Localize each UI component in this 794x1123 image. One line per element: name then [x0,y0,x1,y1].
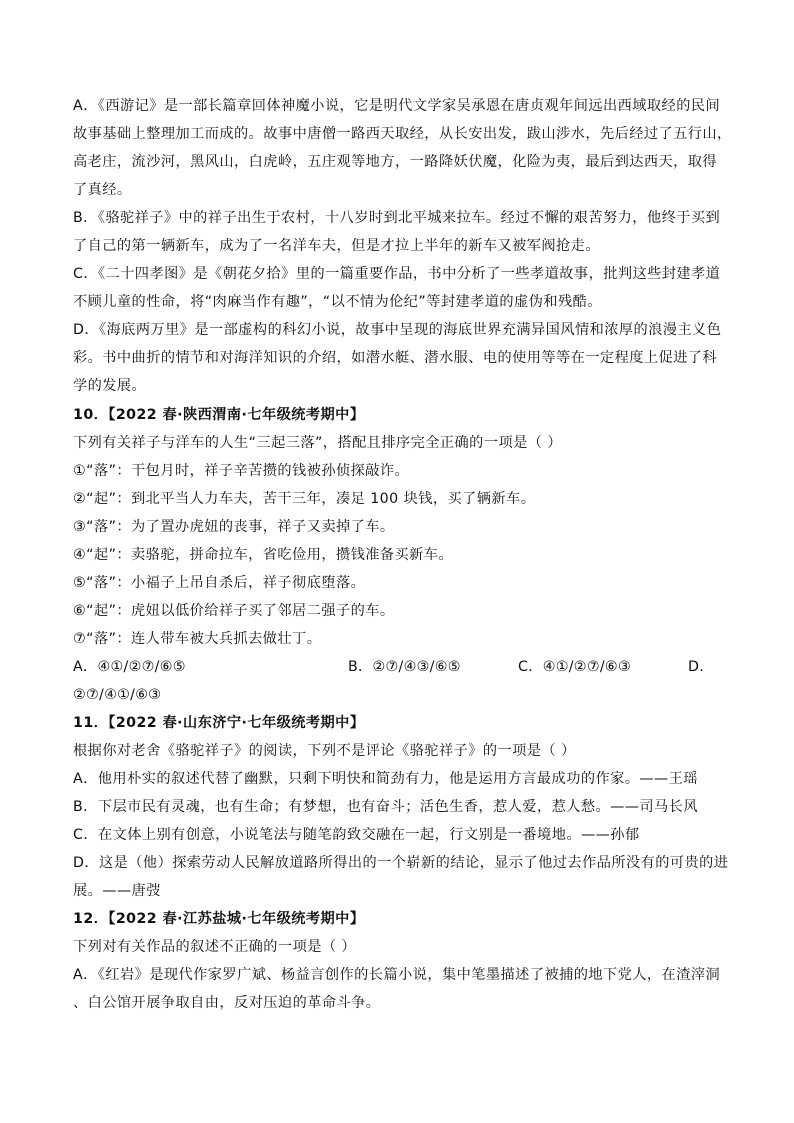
option-d-line-3: 学的发展。 [73,378,147,394]
question-10-item: ①“落”：干包月时，祥子辛苦攒的钱被孙侦探敲诈。 [73,463,410,479]
question-12-stem: 下列对有关作品的叙述不正确的一项是（ ） [73,939,357,955]
option-a-line-4: 了真经。 [73,182,132,198]
question-10-item: ⑤“落”：小福子上吊自杀后，祥子彻底堕落。 [73,575,366,591]
option-c-line-2: 不顾儿童的性命，将“肉麻当作有趣”，“以不情为伦纪”等封建孝道的虚伪和残酷。 [73,294,602,310]
option-d-line-1: D．《海底两万里》是一部虚构的科幻小说，故事中呈现的海底世界充满异国风情和浓厚的浪漫主义色 [73,322,722,338]
question-11-stem: 根据你对老舍《骆驼祥子》的阅读，下列不是评论《骆驼祥子》的一项是（ ） [73,743,576,759]
question-11-option-c: C．在文体上别有创意，小说笔法与随笔韵致交融在一起，行文别是一番境地。——孙郁 [73,827,640,843]
question-10-item: ④“起”：卖骆驼，拼命拉车，省吃俭用，攒钱准备买新车。 [73,547,454,563]
question-10-header: 10．【2022 春·陕西渭南·七年级统考期中】 [73,407,365,423]
option-a-line-3: 高老庄，流沙河，黑风山，白虎岭，五庄观等地方，一路降妖伏魔，化险为夷，最后到达西天，取得 [73,154,718,170]
question-10-option-b: B．②⑦/④③/⑥⑤ [348,659,461,675]
question-10-option-c: C．④①/②⑦/⑥③ [518,659,631,675]
option-a-line-2: 故事基础上整理加工而成的。故事中唐僧一路西天取经，从长安出发，跋山涉水，先后经过了五行山， [73,126,732,142]
question-12-option-a-line-2: 、白公馆开展争取自由，反对压迫的革命斗争。 [73,995,381,1011]
option-a-line-1: A．《西游记》是一部长篇章回体神魔小说，它是明代文学家吴承恩在唐贞观年间远出西域取经的民间 [73,98,721,114]
question-10-item: ⑥“起”：虎妞以低价给祥子买了邻居二强子的车。 [73,603,395,619]
question-11-option-d-line-1: D．这是（他）探索劳动人民解放道路所得出的一个崭新的结论，显示了他过去作品所没有的可贵的进 [73,855,729,871]
question-10-item: ⑦“落”：连人带车被大兵抓去做壮丁。 [73,631,322,647]
question-10-option-d: D． [688,659,714,675]
question-12-header: 12．【2022 春·江苏盐城·七年级统考期中】 [73,911,365,927]
question-10-item: ②“起”：到北平当人力车夫，苦干三年，凑足 100 块钱，买了辆新车。 [73,491,536,507]
option-b-line-1: B．《骆驼祥子》中的祥子出生于农村，十八岁时到北平城来拉车。经过不懈的艰苦努力，他终于买到 [73,210,721,226]
question-11-header: 11．【2022 春·山东济宁·七年级统考期中】 [73,715,365,731]
question-10-item: ③“落”：为了置办虎妞的丧事，祥子又卖掉了车。 [73,519,395,535]
question-10-option-d-value: ②⑦/④①/⑥③ [73,687,162,703]
question-12-option-a-line-1: A．《红岩》是现代作家罗广斌、杨益言创作的长篇小说，集中笔墨描述了被捕的地下党人，在渣滓洞 [73,967,721,983]
option-c-line-1: C．《二十四孝图》是《朝花夕拾》里的一篇重要作品，书中分析了一些孝道故事，批判这些封建孝道 [73,266,721,282]
question-11-option-d-line-2: 展。——唐弢 [73,883,161,899]
question-10-option-a: A．④①/②⑦/⑥⑤ [73,659,186,675]
question-11-option-b: B．下层市民有灵魂，也有生命；有梦想，也有奋斗；活色生香，惹人爱，惹人愁。——司马长风 [73,799,698,815]
option-b-line-2: 了自己的第一辆新车，成为了一名洋车夫，但是才拉上半年的新车又被军阀抢走。 [73,238,600,254]
option-d-line-2: 彩。书中曲折的情节和对海洋知识的介绍，如潜水艇、潜水服、电的使用等等在一定程度上促进了科 [73,350,718,366]
question-11-option-a: A．他用朴实的叙述代替了幽默，只剩下明快和简劲有力，他是运用方言最成功的作家。——王瑶 [73,771,698,787]
question-10-stem: 下列有关祥子与洋车的人生“三起三落”，搭配且排序完全正确的一项是（ ） [73,435,562,451]
